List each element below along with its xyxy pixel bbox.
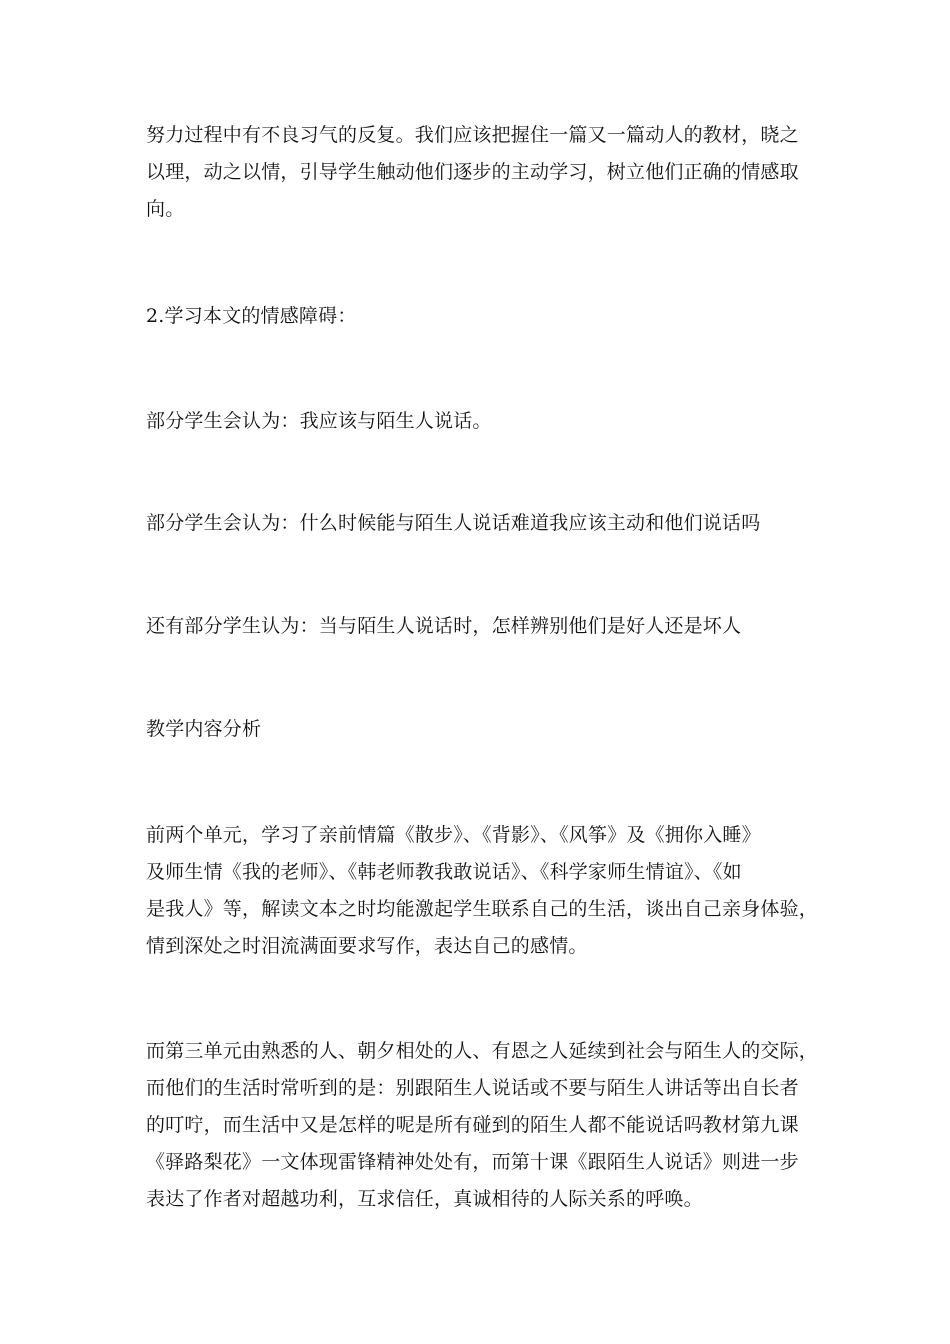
paragraph-1-line-3: 向。: [146, 198, 185, 220]
paragraph-1-line-2: 以理，动之以情，引导学生触动他们逐步的主动学习，树立他们正确的情感取: [146, 161, 799, 183]
paragraph-units-line-1: 前两个单元，学习了亲前情篇《散步》、《背影》、《风筝》及《拥你入睡》: [146, 824, 761, 846]
student-opinion-3: 还有部分学生认为：当与陌生人说话时，怎样辨别他们是好人还是坏人: [146, 615, 742, 637]
section-heading-content-analysis: 教学内容分析: [146, 718, 262, 740]
student-opinion-2: 部分学生会认为：什么时候能与陌生人说话难道我应该主动和他们说话吗: [146, 512, 761, 534]
paragraph-units-line-3: 是我人》等，解读文本之时均能激起学生联系自己的生活，谈出自己亲身体验，: [146, 898, 819, 920]
paragraph-third-unit-line-4: 《驿路梨花》一文体现雷锋精神处处有，而第十课《跟陌生人说话》则进一步: [146, 1151, 799, 1173]
paragraph-1-line-1: 努力过程中有不良习气的反复。我们应该把握住一篇又一篇动人的教材，晓之: [146, 124, 799, 146]
paragraph-units-line-2: 及师生情《我的老师》、《韩老师教我敢说话》、《科学家师生情谊》、《如: [146, 861, 742, 883]
paragraph-units-line-4: 情到深处之时泪流满面要求写作，表达自己的感情。: [146, 935, 588, 957]
paragraph-third-unit-line-3: 的叮咛，而生活中又是怎样的呢是所有碰到的陌生人都不能说话吗教材第九课: [146, 1114, 799, 1136]
paragraph-third-unit-line-2: 而他们的生活时常听到的是：别跟陌生人说话或不要与陌生人讲话等出自长者: [146, 1077, 799, 1099]
student-opinion-1: 部分学生会认为：我应该与陌生人说话。: [146, 410, 492, 432]
section-heading-emotional-barriers: 2.学习本文的情感障碍：: [146, 305, 357, 327]
paragraph-third-unit-line-5: 表达了作者对超越功利，互求信任，真诚相待的人际关系的呼唤。: [146, 1188, 703, 1210]
paragraph-third-unit-line-1: 而第三单元由熟悉的人、朝夕相处的人、有恩之人延续到社会与陌生人的交际，: [146, 1040, 819, 1062]
